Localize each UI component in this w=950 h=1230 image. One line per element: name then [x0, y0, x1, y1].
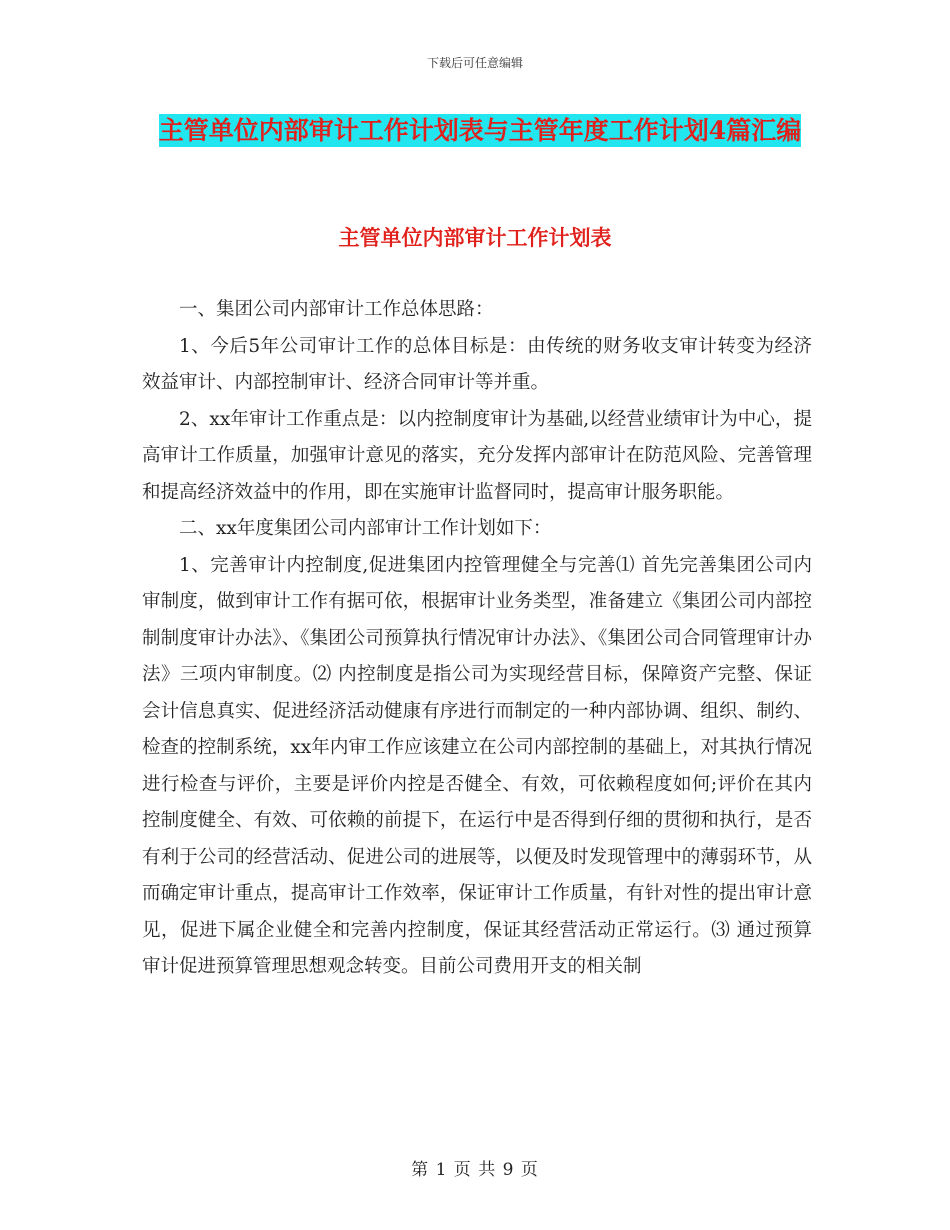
- download-note: 下载后可任意编辑: [426, 56, 523, 70]
- paragraph-1: 一、集团公司内部审计工作总体思路：: [179, 299, 494, 320]
- paragraph-4: 二、xx年度集团公司内部审计工作计划如下：: [179, 518, 552, 539]
- section-title: 主管单位内部审计工作计划表: [338, 225, 612, 250]
- page-number: 第 1 页 共 9 页: [411, 1160, 539, 1180]
- paragraph-5: 1、完善审计内控制度,促进集团内控管理健全与完善⑴ 首先完善集团公司内审制度，做到审计工作有据可依，根据审计业务类型，准备建立《集团公司内部控制制度审计办法》、《集团公司预算执行情况审计办法》、《集团公司合同管理审计办法》三项内审制度。⑵ 内控制度是指公司为实现经营目标，保障资产完整、保证会计信息真实、促进经济活动健康有序进行而制定的一种内部协调、组织、制约、检查的控制系统，xx年内审工作应该建立在公司内部控制的基础上，对其执行情况进行检查与评价，主要是评价内控是否健全、有效，可依赖程度如何;评价在其内控制度健全、有效、可依赖的前提下，在运行中是否得到仔细的贯彻和执行，是否有利于公司的经营活动、促进公司的进展等，以便及时发现管理中的薄弱环节，从而确定审计重点，提高审计工作效率，保证审计工作质量，有针对性的提出审计意见，促进下属企业健全和完善内控制度，保证其经营活动正常运行。⑶ 通过预算审计促进预算管理思想观念转变。目前公司费用开支的相关制: [142, 554, 812, 977]
- paragraph-3: 2、xx年审计工作重点是：以内控制度审计为基础,以经营业绩审计为中心，提高审计工作质量，加强审计意见的落实，充分发挥内部审计在防范风险、完善管理和提高经济效益中的作用，即在实施审计监督同时，提高审计服务职能。: [142, 408, 812, 503]
- paragraph-2: 1、今后5年公司审计工作的总体目标是：由传统的财务收支审计转变为经济效益审计、内部控制审计、经济合同审计等并重。: [142, 335, 812, 393]
- document-title-text: 主管单位内部审计工作计划表与主管年度工作计划4篇汇编: [158, 116, 802, 145]
- document-title: [140, 108, 820, 154]
- document-body: [142, 292, 812, 986]
